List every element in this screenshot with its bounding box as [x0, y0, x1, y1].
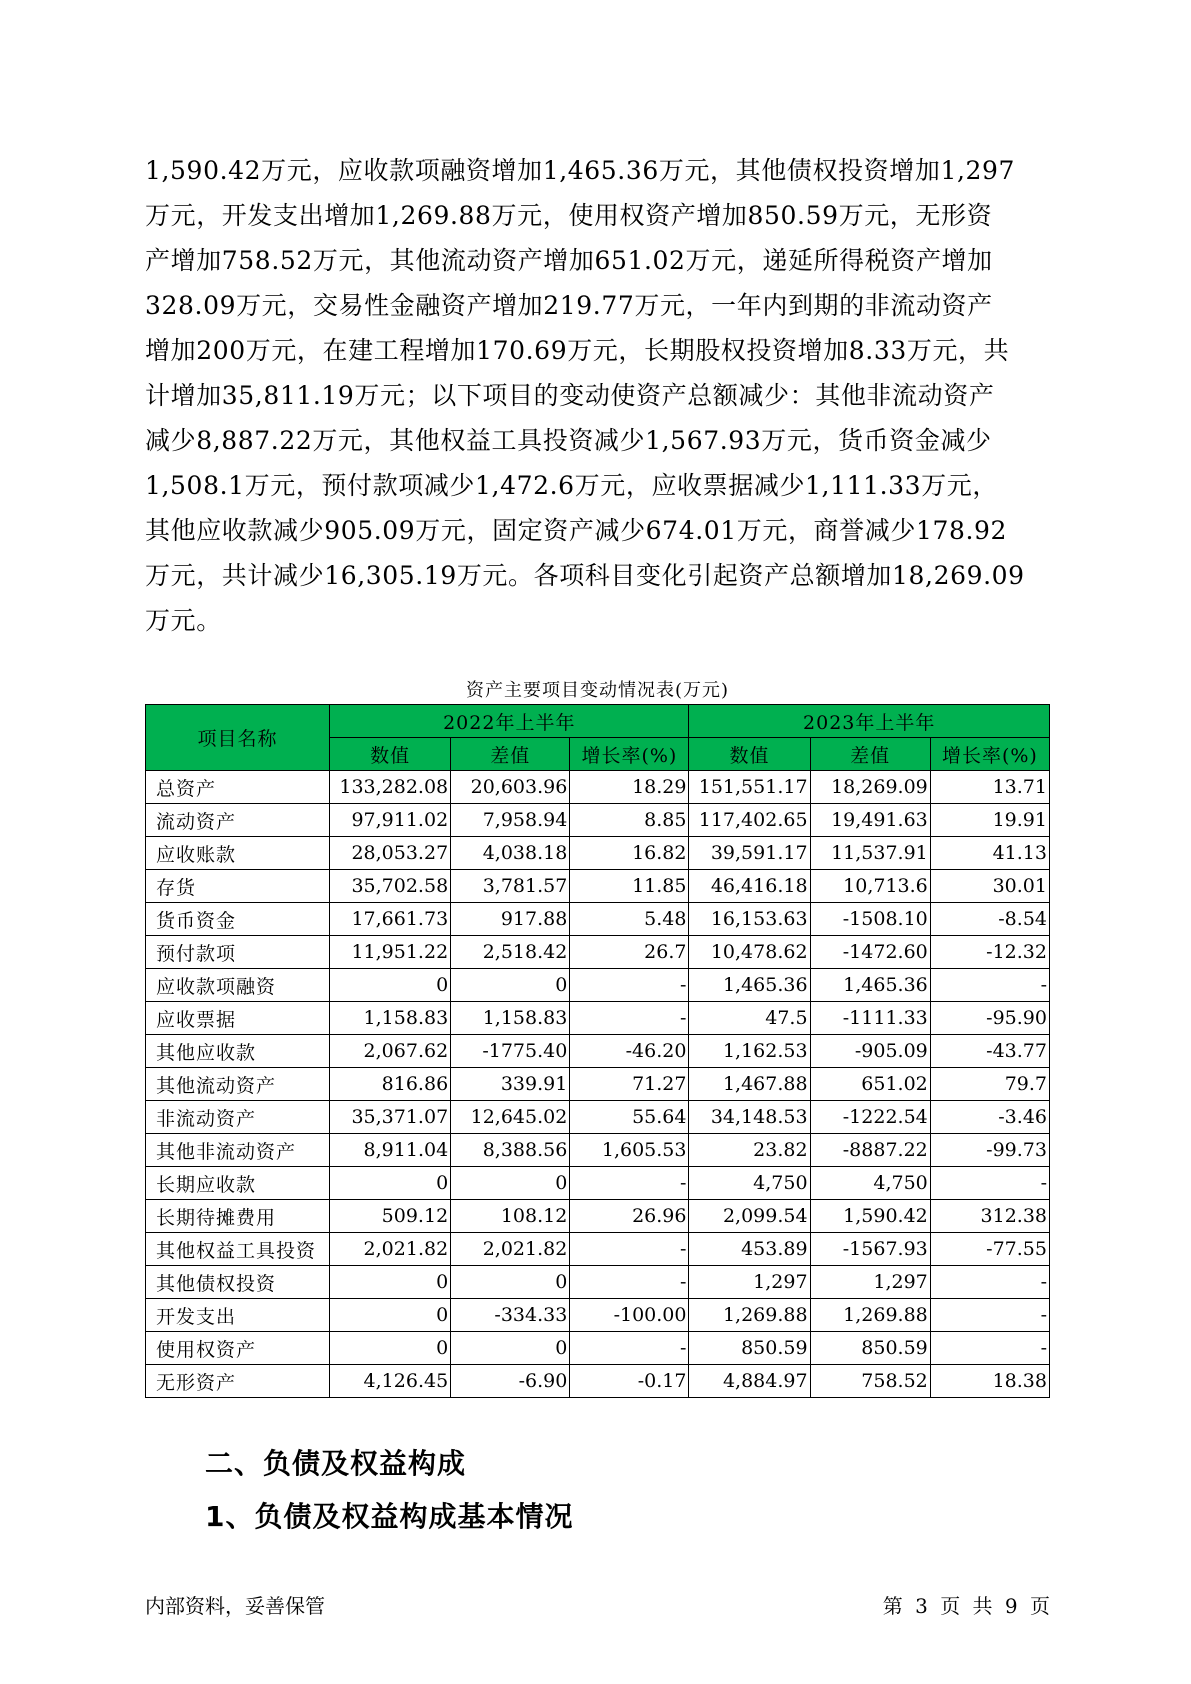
- table-cell: 10,713.6: [810, 870, 930, 903]
- table-cell: 758.52: [810, 1365, 930, 1398]
- table-cell: 0: [451, 969, 570, 1002]
- table-cell: -1775.40: [451, 1035, 570, 1068]
- table-row: [146, 1035, 1050, 1068]
- table-cell: -1567.93: [810, 1233, 930, 1266]
- footer-page-number: 第 3 页 共 9 页: [882, 1594, 1050, 1618]
- row-label: 其他应收款: [146, 1035, 330, 1068]
- body-paragraph: [145, 148, 1050, 643]
- table-cell: 55.64: [570, 1101, 689, 1134]
- table-cell: 8,911.04: [330, 1134, 451, 1167]
- table-cell: 11,951.22: [330, 936, 451, 969]
- table-cell: 17,661.73: [330, 903, 451, 936]
- table-cell: -8.54: [930, 903, 1049, 936]
- header-item-name: 项目名称: [146, 705, 330, 771]
- row-label: 其他权益工具投资: [146, 1233, 330, 1266]
- table-cell: -95.90: [930, 1002, 1049, 1035]
- row-label: 应收款项融资: [146, 969, 330, 1002]
- table-row: [146, 969, 1050, 1002]
- table-cell: 18.38: [930, 1365, 1049, 1398]
- table-cell: 19,491.63: [810, 804, 930, 837]
- table-cell: -3.46: [930, 1101, 1049, 1134]
- table-cell: 151,551.17: [689, 771, 810, 804]
- table-cell: 1,269.88: [810, 1299, 930, 1332]
- paragraph-line: 万元。: [145, 606, 222, 635]
- table-cell: -0.17: [570, 1365, 689, 1398]
- table-cell: 7,958.94: [451, 804, 570, 837]
- row-label: 长期待摊费用: [146, 1200, 330, 1233]
- table-cell: 47.5: [689, 1002, 810, 1035]
- table-cell: -8887.22: [810, 1134, 930, 1167]
- table-row: [146, 1200, 1050, 1233]
- table-cell: 2,518.42: [451, 936, 570, 969]
- table-cell: 97,911.02: [330, 804, 451, 837]
- table-cell: 8,388.56: [451, 1134, 570, 1167]
- table-row: [146, 903, 1050, 936]
- table-cell: -: [930, 969, 1049, 1002]
- table-cell: 20,603.96: [451, 771, 570, 804]
- table-cell: 133,282.08: [330, 771, 451, 804]
- table-cell: 12,645.02: [451, 1101, 570, 1134]
- table-cell: -1111.33: [810, 1002, 930, 1035]
- table-cell: 13.71: [930, 771, 1049, 804]
- table-cell: 4,038.18: [451, 837, 570, 870]
- table-cell: 0: [330, 969, 451, 1002]
- table-cell: -1472.60: [810, 936, 930, 969]
- table-cell: 28,053.27: [330, 837, 451, 870]
- subheader-diff: 差值: [810, 738, 930, 771]
- table-cell: 816.86: [330, 1068, 451, 1101]
- table-cell: 1,269.88: [689, 1299, 810, 1332]
- table-row: [146, 1266, 1050, 1299]
- table-cell: -: [930, 1167, 1049, 1200]
- table-cell: 4,126.45: [330, 1365, 451, 1398]
- table-row: [146, 870, 1050, 903]
- table-cell: -43.77: [930, 1035, 1049, 1068]
- table-cell: -: [570, 1002, 689, 1035]
- table-cell: 453.89: [689, 1233, 810, 1266]
- row-label: 开发支出: [146, 1299, 330, 1332]
- table-cell: -12.32: [930, 936, 1049, 969]
- table-cell: 0: [330, 1332, 451, 1365]
- table-cell: 312.38: [930, 1200, 1049, 1233]
- paragraph-line: 其他应收款减少905.09万元，固定资产减少674.01万元，商誉减少178.92: [145, 516, 1008, 545]
- table-cell: 5.48: [570, 903, 689, 936]
- header-period-2022: 2022年上半年: [330, 705, 689, 738]
- table-cell: 4,750: [689, 1167, 810, 1200]
- table-cell: 1,162.53: [689, 1035, 810, 1068]
- table-cell: 18.29: [570, 771, 689, 804]
- table-row: [146, 936, 1050, 969]
- header-period-2023: 2023年上半年: [689, 705, 1050, 738]
- table-cell: 1,465.36: [689, 969, 810, 1002]
- table-cell: 46,416.18: [689, 870, 810, 903]
- table-cell: 11,537.91: [810, 837, 930, 870]
- footer-confidential-note: 内部资料，妥善保管: [145, 1594, 325, 1618]
- table-cell: -: [930, 1266, 1049, 1299]
- table-cell: -: [570, 1266, 689, 1299]
- table-row: [146, 771, 1050, 804]
- paragraph-line: 产增加758.52万元，其他流动资产增加651.02万元，递延所得税资产增加: [145, 246, 993, 275]
- table-cell: 117,402.65: [689, 804, 810, 837]
- table-row: [146, 804, 1050, 837]
- table-cell: 917.88: [451, 903, 570, 936]
- table-cell: 2,099.54: [689, 1200, 810, 1233]
- table-cell: 79.7: [930, 1068, 1049, 1101]
- table-cell: 16.82: [570, 837, 689, 870]
- table-cell: 18,269.09: [810, 771, 930, 804]
- table-cell: -: [570, 969, 689, 1002]
- subheader-growth: 增长率(%): [930, 738, 1049, 771]
- table-cell: 19.91: [930, 804, 1049, 837]
- table-row: [146, 1068, 1050, 1101]
- subsection-heading: 1、负债及权益构成基本情况: [205, 1500, 574, 1533]
- row-label: 应收账款: [146, 837, 330, 870]
- table-cell: 0: [330, 1266, 451, 1299]
- table-cell: 1,297: [689, 1266, 810, 1299]
- table-cell: 1,467.88: [689, 1068, 810, 1101]
- table-cell: 0: [330, 1299, 451, 1332]
- table-row: [146, 1365, 1050, 1398]
- paragraph-line: 增加200万元，在建工程增加170.69万元，长期股权投资增加8.33万元，共: [145, 336, 1010, 365]
- table-cell: -334.33: [451, 1299, 570, 1332]
- row-label: 应收票据: [146, 1002, 330, 1035]
- table-cell: 3,781.57: [451, 870, 570, 903]
- table-cell: 26.96: [570, 1200, 689, 1233]
- table-row: [146, 1167, 1050, 1200]
- table-cell: 35,371.07: [330, 1101, 451, 1134]
- row-label: 非流动资产: [146, 1101, 330, 1134]
- paragraph-line: 减少8,887.22万元，其他权益工具投资减少1,567.93万元，货币资金减少: [145, 426, 992, 455]
- table-cell: 1,590.42: [810, 1200, 930, 1233]
- paragraph-line: 1,508.1万元，预付款项减少1,472.6万元，应收票据减少1,111.33万元，: [145, 471, 998, 500]
- table-cell: -1222.54: [810, 1101, 930, 1134]
- table-cell: 4,750: [810, 1167, 930, 1200]
- table-cell: -1508.10: [810, 903, 930, 936]
- table-cell: 1,158.83: [451, 1002, 570, 1035]
- table-cell: -77.55: [930, 1233, 1049, 1266]
- asset-change-table: [145, 704, 1050, 1398]
- table-cell: 71.27: [570, 1068, 689, 1101]
- table-cell: -: [930, 1332, 1049, 1365]
- table-row: [146, 1101, 1050, 1134]
- row-label: 预付款项: [146, 936, 330, 969]
- table-cell: 651.02: [810, 1068, 930, 1101]
- row-label: 总资产: [146, 771, 330, 804]
- paragraph-line: 计增加35,811.19万元；以下项目的变动使资产总额减少：其他非流动资产: [145, 381, 995, 410]
- table-cell: 509.12: [330, 1200, 451, 1233]
- table-cell: -: [570, 1233, 689, 1266]
- table-cell: 4,884.97: [689, 1365, 810, 1398]
- table-cell: 16,153.63: [689, 903, 810, 936]
- table-cell: -: [570, 1332, 689, 1365]
- table-cell: 11.85: [570, 870, 689, 903]
- table-cell: 1,605.53: [570, 1134, 689, 1167]
- table-cell: -: [570, 1167, 689, 1200]
- table-row: [146, 1134, 1050, 1167]
- table-cell: 2,021.82: [451, 1233, 570, 1266]
- row-label: 使用权资产: [146, 1332, 330, 1365]
- paragraph-line: 万元，开发支出增加1,269.88万元，使用权资产增加850.59万元，无形资: [145, 201, 993, 230]
- row-label: 存货: [146, 870, 330, 903]
- table-cell: -100.00: [570, 1299, 689, 1332]
- table-cell: -6.90: [451, 1365, 570, 1398]
- row-label: 货币资金: [146, 903, 330, 936]
- subheader-value: 数值: [330, 738, 451, 771]
- row-label: 无形资产: [146, 1365, 330, 1398]
- table-cell: -46.20: [570, 1035, 689, 1068]
- table-row: [146, 837, 1050, 870]
- table-cell: 850.59: [689, 1332, 810, 1365]
- table-row: [146, 1332, 1050, 1365]
- table-cell: -99.73: [930, 1134, 1049, 1167]
- row-label: 其他债权投资: [146, 1266, 330, 1299]
- table-cell: 1,297: [810, 1266, 930, 1299]
- table-cell: 34,148.53: [689, 1101, 810, 1134]
- table-cell: 0: [451, 1332, 570, 1365]
- table-cell: 0: [451, 1167, 570, 1200]
- row-label: 长期应收款: [146, 1167, 330, 1200]
- row-label: 其他流动资产: [146, 1068, 330, 1101]
- table-cell: 41.13: [930, 837, 1049, 870]
- paragraph-line: 1,590.42万元，应收款项融资增加1,465.36万元，其他债权投资增加1,297: [145, 156, 1016, 185]
- row-label: 其他非流动资产: [146, 1134, 330, 1167]
- paragraph-line: 328.09万元，交易性金融资产增加219.77万元，一年内到期的非流动资产: [145, 291, 993, 320]
- table-cell: 1,465.36: [810, 969, 930, 1002]
- table-cell: 1,158.83: [330, 1002, 451, 1035]
- table-cell: 30.01: [930, 870, 1049, 903]
- subheader-value: 数值: [689, 738, 810, 771]
- table-row: [146, 1299, 1050, 1332]
- table-cell: -905.09: [810, 1035, 930, 1068]
- subheader-diff: 差值: [451, 738, 570, 771]
- table-cell: 35,702.58: [330, 870, 451, 903]
- table-cell: 0: [330, 1167, 451, 1200]
- table-cell: 2,067.62: [330, 1035, 451, 1068]
- table-cell: 23.82: [689, 1134, 810, 1167]
- table-caption: 资产主要项目变动情况表(万元): [465, 680, 730, 701]
- table-cell: 2,021.82: [330, 1233, 451, 1266]
- table-cell: 10,478.62: [689, 936, 810, 969]
- row-label: 流动资产: [146, 804, 330, 837]
- table-cell: 108.12: [451, 1200, 570, 1233]
- section-heading: 二、负债及权益构成: [205, 1447, 467, 1480]
- table-cell: 39,591.17: [689, 837, 810, 870]
- table-cell: 339.91: [451, 1068, 570, 1101]
- table-row: [146, 1233, 1050, 1266]
- table-cell: 8.85: [570, 804, 689, 837]
- subheader-growth: 增长率(%): [570, 738, 689, 771]
- table-cell: 26.7: [570, 936, 689, 969]
- table-row: [146, 1002, 1050, 1035]
- paragraph-line: 万元，共计减少16,305.19万元。各项科目变化引起资产总额增加18,269.09: [145, 561, 1025, 590]
- table-cell: -: [930, 1299, 1049, 1332]
- table-cell: 850.59: [810, 1332, 930, 1365]
- table-cell: 0: [451, 1266, 570, 1299]
